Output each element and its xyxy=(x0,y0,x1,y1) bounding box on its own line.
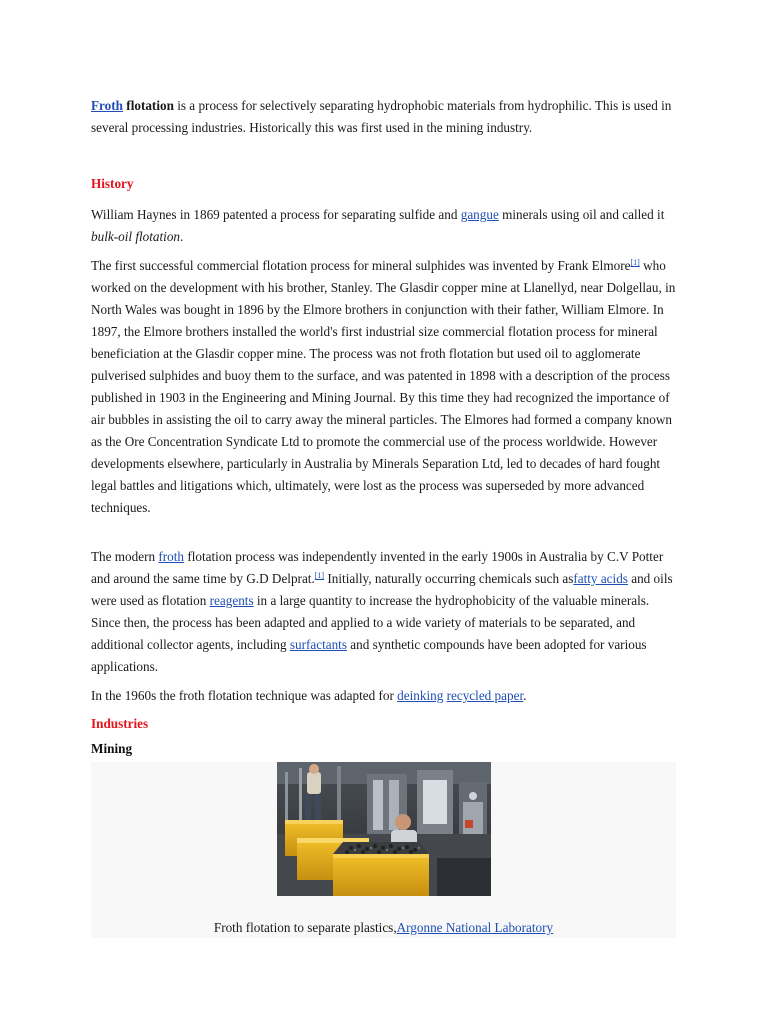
mining-subheading: Mining xyxy=(91,741,133,756)
text-span: . xyxy=(180,229,184,244)
mining-figure xyxy=(91,762,676,938)
reagents-link[interactable]: reagents xyxy=(209,593,254,608)
reference-1-link[interactable]: [1] xyxy=(630,258,640,267)
fatty-acids-link[interactable]: fatty acids xyxy=(573,571,628,586)
industries-heading: Industries xyxy=(91,716,149,731)
history-paragraph-3 xyxy=(91,546,681,678)
deinking-link[interactable]: deinking xyxy=(397,688,444,703)
text-span: and synthetic compounds have been adopted for various applications. xyxy=(91,637,647,674)
froth-link[interactable]: Froth xyxy=(91,98,123,113)
text-span: . xyxy=(523,688,527,703)
text-span: flotation process was independently invented in the early 1900s in Australia by C.V Potter and around the same time by G.D Delprat. xyxy=(91,549,664,586)
intro-paragraph xyxy=(91,95,681,139)
froth-flotation-photo xyxy=(277,762,491,896)
text-span: in a large quantity to increase the hydrophobicity of the valuable minerals. Since then, the process has been adapted and applied to a wide variety of materials to be separated, and additional collector agents, including xyxy=(91,593,650,652)
history-paragraph-1 xyxy=(91,204,681,248)
history-heading: History xyxy=(91,176,134,191)
history-paragraph-4 xyxy=(91,685,681,707)
text-span: minerals using oil and called it xyxy=(498,207,665,222)
text-span: In the 1960s the froth flotation technique was adapted for xyxy=(91,688,398,703)
intro-text: is a process for selectively separating hydrophobic materials from hydrophilic. This is used in several processing industries. Historically this was first used in the mining industry. xyxy=(91,98,672,135)
text-span: and oils were used as flotation xyxy=(91,571,673,608)
argonne-link[interactable]: Argonne National Laboratory xyxy=(396,920,554,935)
figure-caption xyxy=(91,919,676,937)
text-span: Initially, naturally occurring chemicals such as xyxy=(324,571,574,586)
flotation-bold: flotation xyxy=(126,98,174,113)
froth-link-2[interactable]: froth xyxy=(158,549,185,564)
bulk-oil-flotation-italic: bulk-oil flotation xyxy=(91,229,181,244)
surfactants-link[interactable]: surfactants xyxy=(289,637,347,652)
recycled-paper-link[interactable]: recycled paper xyxy=(446,688,524,703)
text-span: who worked on the development with his brother, Stanley. The Glasdir copper mine at Llanellyd, near Dolgellau, in North Wales was bought in 1896 by the Elmore brothers in conjunction with their father, William Elmore. In 1897, the Elmore brothers installed the world's first industrial size commercial flotation process for mineral beneficiation at the Glasdir copper mine. The process was not froth flotation but used oil to agglomerate pulverised sulphides and buoy them to the surface, and was patented in 1898 with a description of the process published in 1903 in the Engineering and Mining Journal. By this time they had recognized the importance of air bubbles in assisting the oil to carry away the mineral particles. The Elmores had formed a company known as the Ore Concentration Syndicate Ltd to promote the commercial use of the process worldwide. However developments elsewhere, particularly in Australia by Minerals Separation Ltd, led to decades of hard fought legal battles and litigations which, ultimately, were lost as the process was superseded by more advanced techniques. xyxy=(91,258,676,515)
reference-1-link-2[interactable]: [1] xyxy=(314,571,325,580)
lab-photo-illustration xyxy=(277,762,491,896)
text-span: William Haynes in 1869 patented a process for separating sulfide and xyxy=(91,207,461,222)
text-span: The first successful commercial flotation process for mineral sulphides was invented by Frank Elmore xyxy=(91,258,631,273)
history-paragraph-2 xyxy=(91,255,681,519)
caption-text: Froth flotation to separate plastics, xyxy=(213,920,397,935)
text-span: The modern xyxy=(91,549,159,564)
gangue-link[interactable]: gangue xyxy=(460,207,499,222)
